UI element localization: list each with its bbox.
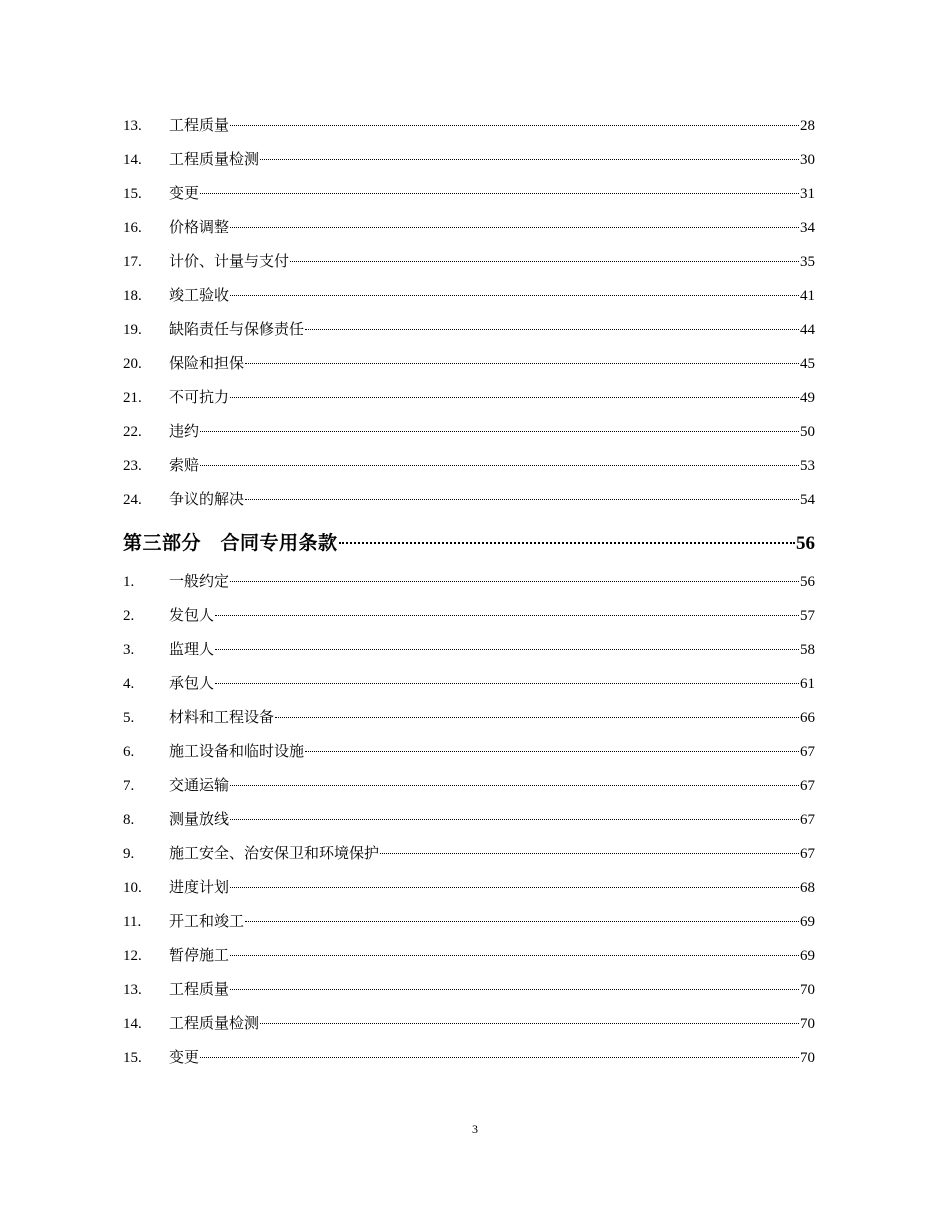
- table-of-contents: [123, 112, 815, 1078]
- dot-leader: [305, 751, 799, 752]
- toc-entry-number: 20.: [123, 356, 142, 372]
- toc-entry-title: 施工设备和临时设施: [169, 744, 305, 760]
- toc-entry-page-number: 34: [800, 220, 815, 236]
- toc-entry[interactable]: [123, 840, 815, 874]
- toc-entry-page-number: 54: [800, 492, 815, 508]
- toc-entry-number: 15.: [123, 186, 142, 202]
- toc-list-general-terms: [123, 112, 815, 520]
- toc-entry[interactable]: [123, 670, 815, 704]
- toc-entry-number: 13.: [123, 982, 142, 998]
- toc-entry-number: 9.: [123, 846, 135, 862]
- dot-leader: [230, 819, 799, 820]
- toc-entry-title: 一般约定: [169, 574, 230, 590]
- toc-entry-number: 16.: [123, 220, 142, 236]
- toc-entry-title: 进度计划: [169, 880, 230, 896]
- toc-entry-number: 7.: [123, 778, 135, 794]
- toc-entry-number: 21.: [123, 390, 142, 406]
- toc-entry-title: 发包人: [169, 608, 215, 624]
- toc-entry-page-number: 58: [800, 642, 815, 658]
- toc-entry[interactable]: [123, 112, 815, 146]
- dot-leader: [260, 159, 799, 160]
- toc-entry[interactable]: [123, 418, 815, 452]
- dot-leader: [245, 499, 799, 500]
- toc-entry[interactable]: [123, 636, 815, 670]
- toc-entry-title: 缺陷责任与保修责任: [169, 322, 305, 338]
- dot-leader: [200, 1057, 799, 1058]
- toc-entry-title: 监理人: [169, 642, 215, 658]
- dot-leader: [305, 329, 799, 330]
- toc-entry-number: 11.: [123, 914, 142, 930]
- toc-entry-number: 10.: [123, 880, 142, 896]
- toc-entry[interactable]: [123, 282, 815, 316]
- toc-entry[interactable]: [123, 248, 815, 282]
- dot-leader: [260, 1023, 799, 1024]
- toc-entry-title: 不可抗力: [169, 390, 230, 406]
- toc-entry-title: 材料和工程设备: [169, 710, 275, 726]
- toc-entry[interactable]: [123, 384, 815, 418]
- toc-entry-number: 1.: [123, 574, 135, 590]
- toc-entry-title: 测量放线: [169, 812, 230, 828]
- toc-entry-title: 承包人: [169, 676, 215, 692]
- toc-entry-number: 4.: [123, 676, 135, 692]
- toc-entry-page-number: 70: [800, 1050, 815, 1066]
- toc-entry[interactable]: [123, 874, 815, 908]
- toc-entry[interactable]: [123, 738, 815, 772]
- toc-section-heading[interactable]: [123, 522, 815, 568]
- toc-entry-page-number: 66: [800, 710, 815, 726]
- toc-entry-page-number: 61: [800, 676, 815, 692]
- toc-list-special-terms: [123, 568, 815, 1078]
- toc-entry-page-number: 70: [800, 1016, 815, 1032]
- dot-leader: [230, 989, 799, 990]
- toc-entry[interactable]: [123, 180, 815, 214]
- toc-entry[interactable]: [123, 976, 815, 1010]
- page-footer-number: 3: [472, 1122, 478, 1136]
- toc-entry[interactable]: [123, 350, 815, 384]
- toc-entry-number: 12.: [123, 948, 142, 964]
- dot-leader: [230, 887, 799, 888]
- toc-entry-number: 6.: [123, 744, 135, 760]
- toc-entry-page-number: 67: [800, 812, 815, 828]
- toc-entry-title: 索赔: [169, 458, 200, 474]
- toc-entry-title: 价格调整: [169, 220, 230, 236]
- dot-leader: [290, 261, 799, 262]
- dot-leader: [215, 683, 799, 684]
- toc-entry-page-number: 44: [800, 322, 815, 338]
- toc-entry[interactable]: [123, 1044, 815, 1078]
- toc-entry-page-number: 35: [800, 254, 815, 270]
- toc-entry-title: 保险和担保: [169, 356, 245, 372]
- toc-entry-page-number: 50: [800, 424, 815, 440]
- toc-entry[interactable]: [123, 214, 815, 248]
- toc-entry-page-number: 53: [800, 458, 815, 474]
- toc-entry[interactable]: [123, 568, 815, 602]
- dot-leader: [200, 193, 799, 194]
- toc-entry-page-number: 31: [800, 186, 815, 202]
- section-page-number: 56: [796, 533, 815, 554]
- toc-entry-title: 变更: [169, 1050, 200, 1066]
- toc-entry-page-number: 67: [800, 846, 815, 862]
- toc-entry-title: 暂停施工: [169, 948, 230, 964]
- toc-entry-number: 18.: [123, 288, 142, 304]
- toc-entry-title: 工程质量检测: [169, 1016, 260, 1032]
- toc-entry-number: 5.: [123, 710, 135, 726]
- toc-entry[interactable]: [123, 942, 815, 976]
- toc-entry-title: 变更: [169, 186, 200, 202]
- toc-entry-page-number: 41: [800, 288, 815, 304]
- toc-entry-number: 19.: [123, 322, 142, 338]
- dot-leader: [245, 363, 799, 364]
- toc-entry[interactable]: [123, 908, 815, 942]
- toc-entry[interactable]: [123, 452, 815, 486]
- dot-leader: [275, 717, 799, 718]
- toc-entry-number: 15.: [123, 1050, 142, 1066]
- toc-entry-page-number: 56: [800, 574, 815, 590]
- toc-entry[interactable]: [123, 316, 815, 350]
- toc-entry-page-number: 67: [800, 778, 815, 794]
- toc-entry-title: 竣工验收: [169, 288, 230, 304]
- toc-entry-number: 22.: [123, 424, 142, 440]
- toc-entry[interactable]: [123, 704, 815, 738]
- toc-entry-page-number: 49: [800, 390, 815, 406]
- toc-entry-title: 施工安全、治安保卫和环境保护: [169, 846, 380, 862]
- dot-leader: [200, 465, 799, 466]
- toc-entry-page-number: 68: [800, 880, 815, 896]
- toc-entry-number: 14.: [123, 152, 142, 168]
- toc-entry-page-number: 69: [800, 948, 815, 964]
- dot-leader: [230, 785, 799, 786]
- toc-entry-page-number: 70: [800, 982, 815, 998]
- toc-entry-number: 13.: [123, 118, 142, 134]
- toc-entry-number: 2.: [123, 608, 135, 624]
- dot-leader: [230, 295, 799, 296]
- toc-entry-number: 8.: [123, 812, 135, 828]
- toc-entry-title: 违约: [169, 424, 200, 440]
- toc-entry-number: 14.: [123, 1016, 142, 1032]
- toc-entry[interactable]: [123, 486, 815, 520]
- toc-entry-title: 计价、计量与支付: [169, 254, 290, 270]
- toc-entry[interactable]: [123, 146, 815, 180]
- dot-leader: [230, 581, 799, 582]
- toc-entry-number: 3.: [123, 642, 135, 658]
- dot-leader: [230, 227, 799, 228]
- section-title: 第三部分 合同专用条款: [123, 533, 338, 554]
- dot-leader: [339, 542, 795, 544]
- toc-entry-page-number: 69: [800, 914, 815, 930]
- toc-entry[interactable]: [123, 806, 815, 840]
- toc-entry-page-number: 30: [800, 152, 815, 168]
- toc-entry-title: 工程质量检测: [169, 152, 260, 168]
- dot-leader: [215, 649, 799, 650]
- dot-leader: [215, 615, 799, 616]
- toc-entry[interactable]: [123, 1010, 815, 1044]
- dot-leader: [230, 125, 799, 126]
- toc-entry[interactable]: [123, 772, 815, 806]
- toc-entry-title: 工程质量: [169, 982, 230, 998]
- toc-entry-title: 交通运输: [169, 778, 230, 794]
- toc-entry-title: 争议的解决: [169, 492, 245, 508]
- dot-leader: [380, 853, 799, 854]
- toc-entry-page-number: 67: [800, 744, 815, 760]
- toc-entry[interactable]: [123, 602, 815, 636]
- toc-entry-page-number: 57: [800, 608, 815, 624]
- toc-entry-title: 开工和竣工: [169, 914, 245, 930]
- toc-entry-page-number: 45: [800, 356, 815, 372]
- dot-leader: [230, 397, 799, 398]
- dot-leader: [200, 431, 799, 432]
- dot-leader: [230, 955, 799, 956]
- toc-entry-number: 24.: [123, 492, 142, 508]
- toc-entry-number: 17.: [123, 254, 142, 270]
- toc-entry-number: 23.: [123, 458, 142, 474]
- toc-entry-page-number: 28: [800, 118, 815, 134]
- dot-leader: [245, 921, 799, 922]
- toc-entry-title: 工程质量: [169, 118, 230, 134]
